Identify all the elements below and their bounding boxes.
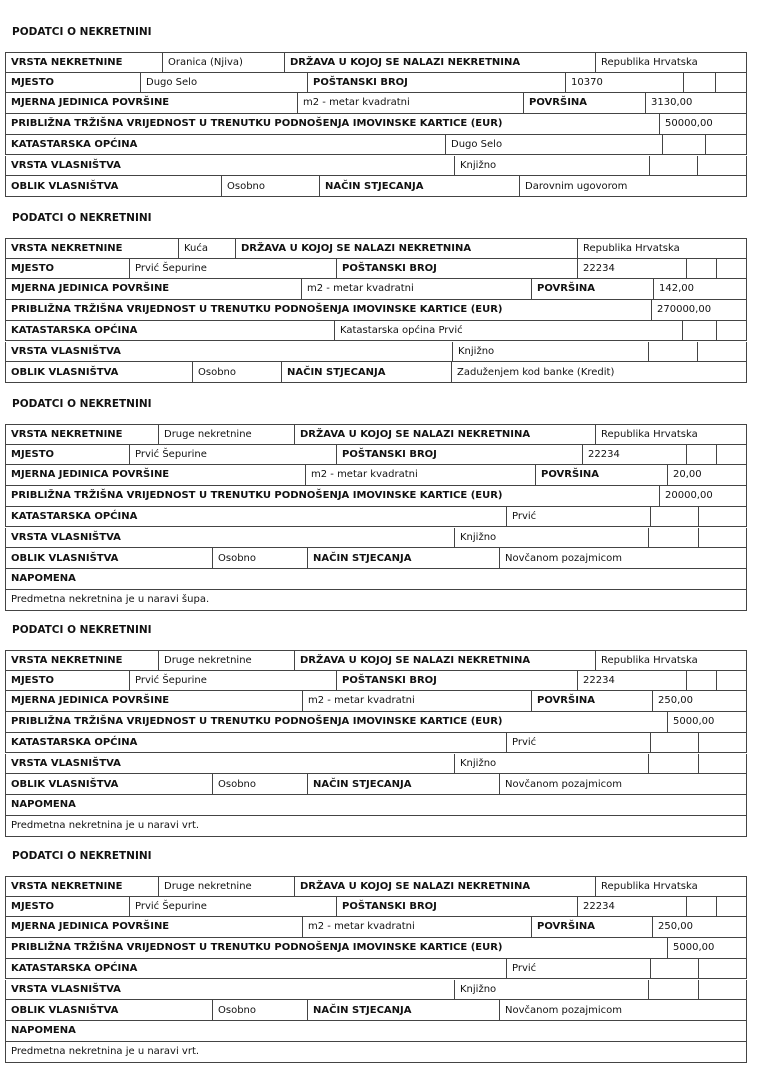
label-nacin-stjecanja: NAČIN STJECANJA bbox=[308, 1000, 500, 1020]
row-vrsta-drzava bbox=[5, 876, 747, 897]
value-napomena: Predmetna nekretnina je u naravi šupa. bbox=[11, 594, 210, 606]
value-vrsta-vlasnistva: Knjižno bbox=[453, 342, 649, 362]
label-povrsina: POVRŠINA bbox=[536, 465, 668, 485]
label-mjerna-jedinica: MJERNA JEDINICA POVRŠINE bbox=[6, 93, 298, 113]
empty-cell bbox=[649, 980, 699, 1000]
label-oblik-vlasnistva: OBLIK VLASNIŠTVA bbox=[6, 1000, 213, 1020]
value-trzisna-vrijednost: 50000,00 bbox=[665, 118, 713, 130]
row-katastarska-opcina bbox=[5, 135, 747, 156]
value-mjerna-jedinica: m2 - metar kvadratni bbox=[303, 917, 532, 937]
label-povrsina: POVRŠINA bbox=[532, 917, 653, 937]
label-trzisna-vrijednost: PRIBLIŽNA TRŽIŠNA VRIJEDNOST U TRENUTKU PODNOŠENJA IMOVINSKE KARTICE (EUR) bbox=[6, 114, 660, 134]
label-vrsta-vlasnistva: VRSTA VLASNIŠTVA bbox=[6, 528, 455, 548]
value-vrsta-vlasnistva: Knjižno bbox=[455, 528, 649, 548]
label-vrsta-nekretnine: VRSTA NEKRETNINE bbox=[6, 877, 159, 896]
row-oblik-vlasnistva bbox=[5, 176, 747, 197]
value-trzisna-vrijednost: 5000,00 bbox=[673, 942, 715, 954]
row-povrsina bbox=[5, 93, 747, 114]
label-mjesto: MJESTO bbox=[6, 258, 130, 278]
value-postanski-broj: 22234 bbox=[578, 258, 687, 278]
row-vrsta-vlasnistva bbox=[5, 980, 747, 1001]
row-povrsina bbox=[5, 279, 747, 300]
label-katastarska-opcina: KATASTARSKA OPĆINA bbox=[6, 733, 507, 753]
row-oblik-vlasnistva bbox=[5, 774, 747, 795]
label-vrsta-nekretnine: VRSTA NEKRETNINE bbox=[6, 425, 159, 444]
row-vrijednost bbox=[5, 114, 747, 135]
row-povrsina bbox=[5, 691, 747, 712]
row-vrijednost bbox=[5, 938, 747, 959]
label-drzava: DRŽAVA U KOJOJ SE NALAZI NEKRETNINA bbox=[285, 53, 596, 72]
empty-cell bbox=[717, 670, 748, 690]
value-vrsta-nekretnine: Oranica (Njiva) bbox=[163, 53, 285, 72]
empty-cell bbox=[649, 342, 698, 362]
label-vrsta-nekretnine: VRSTA NEKRETNINE bbox=[6, 239, 179, 258]
value-napomena: Predmetna nekretnina je u naravi vrt. bbox=[11, 1046, 200, 1058]
value-drzava: Republika Hrvatska bbox=[601, 880, 698, 892]
label-vrsta-nekretnine: VRSTA NEKRETNINE bbox=[6, 651, 159, 670]
value-katastarska-opcina: Prvić bbox=[507, 959, 651, 979]
empty-cell bbox=[699, 959, 748, 979]
empty-cell bbox=[651, 507, 699, 527]
row-vrsta-vlasnistva bbox=[5, 754, 747, 775]
value-nacin-stjecanja: Novčanom pozajmicom bbox=[505, 778, 623, 790]
label-trzisna-vrijednost: PRIBLIŽNA TRŽIŠNA VRIJEDNOST U TRENUTKU PODNOŠENJA IMOVINSKE KARTICE (EUR) bbox=[6, 712, 668, 732]
value-nacin-stjecanja: Zaduženjem kod banke (Kredit) bbox=[457, 366, 615, 378]
label-povrsina: POVRŠINA bbox=[532, 691, 653, 711]
value-postanski-broj: 22234 bbox=[578, 896, 687, 916]
value-vrsta-nekretnine: Kuća bbox=[179, 239, 236, 258]
empty-cell bbox=[717, 258, 748, 278]
empty-cell bbox=[650, 156, 698, 176]
label-oblik-vlasnistva: OBLIK VLASNIŠTVA bbox=[6, 362, 193, 382]
label-katastarska-opcina: KATASTARSKA OPĆINA bbox=[6, 959, 507, 979]
value-oblik-vlasnistva: Osobno bbox=[213, 774, 308, 794]
label-drzava: DRŽAVA U KOJOJ SE NALAZI NEKRETNINA bbox=[295, 877, 596, 896]
label-postanski-broj: POŠTANSKI BROJ bbox=[337, 444, 583, 464]
label-katastarska-opcina: KATASTARSKA OPĆINA bbox=[6, 135, 446, 155]
value-drzava: Republika Hrvatska bbox=[601, 56, 698, 68]
label-nacin-stjecanja: NAČIN STJECANJA bbox=[308, 548, 500, 568]
label-drzava: DRŽAVA U KOJOJ SE NALAZI NEKRETNINA bbox=[295, 651, 596, 670]
value-mjerna-jedinica: m2 - metar kvadratni bbox=[306, 465, 536, 485]
value-povrsina: 250,00 bbox=[658, 921, 693, 933]
empty-cell bbox=[687, 444, 717, 464]
value-povrsina: 3130,00 bbox=[651, 97, 693, 109]
label-nacin-stjecanja: NAČIN STJECANJA bbox=[320, 176, 520, 196]
row-napomena-label bbox=[5, 569, 747, 590]
empty-cell bbox=[699, 528, 748, 548]
row-mjesto bbox=[5, 258, 747, 279]
value-trzisna-vrijednost: 5000,00 bbox=[673, 716, 715, 728]
row-oblik-vlasnistva bbox=[5, 1000, 747, 1021]
label-trzisna-vrijednost: PRIBLIŽNA TRŽIŠNA VRIJEDNOST U TRENUTKU PODNOŠENJA IMOVINSKE KARTICE (EUR) bbox=[6, 486, 660, 506]
value-katastarska-opcina: Prvić bbox=[507, 507, 651, 527]
label-vrsta-vlasnistva: VRSTA VLASNIŠTVA bbox=[6, 980, 455, 1000]
value-vrsta-nekretnine: Druge nekretnine bbox=[159, 651, 295, 670]
value-vrsta-vlasnistva: Knjižno bbox=[455, 156, 650, 176]
label-mjerna-jedinica: MJERNA JEDINICA POVRŠINE bbox=[6, 465, 306, 485]
value-mjesto: Prvić Šepurine bbox=[130, 258, 337, 278]
section-title: PODATCI O NEKRETNINI bbox=[12, 624, 152, 636]
value-oblik-vlasnistva: Osobno bbox=[222, 176, 320, 196]
label-oblik-vlasnistva: OBLIK VLASNIŠTVA bbox=[6, 548, 213, 568]
value-nacin-stjecanja: Novčanom pozajmicom bbox=[505, 552, 623, 564]
empty-cell bbox=[717, 896, 748, 916]
label-mjerna-jedinica: MJERNA JEDINICA POVRŠINE bbox=[6, 917, 303, 937]
value-katastarska-opcina: Prvić bbox=[507, 733, 651, 753]
value-vrsta-nekretnine: Druge nekretnine bbox=[159, 425, 295, 444]
row-mjesto bbox=[5, 444, 747, 465]
label-katastarska-opcina: KATASTARSKA OPĆINA bbox=[6, 507, 507, 527]
section-title: PODATCI O NEKRETNINI bbox=[12, 26, 152, 38]
label-povrsina: POVRŠINA bbox=[524, 93, 646, 113]
value-drzava: Republika Hrvatska bbox=[601, 654, 698, 666]
empty-cell bbox=[683, 321, 717, 341]
label-drzava: DRŽAVA U KOJOJ SE NALAZI NEKRETNINA bbox=[295, 425, 596, 444]
label-postanski-broj: POŠTANSKI BROJ bbox=[337, 670, 578, 690]
row-katastarska-opcina bbox=[5, 733, 747, 754]
row-vrijednost bbox=[5, 712, 747, 733]
label-vrsta-vlasnistva: VRSTA VLASNIŠTVA bbox=[6, 156, 455, 176]
row-mjesto bbox=[5, 670, 747, 691]
row-napomena-value bbox=[5, 816, 747, 837]
label-napomena: NAPOMENA bbox=[11, 573, 76, 585]
row-vrsta-vlasnistva bbox=[5, 342, 747, 363]
empty-cell bbox=[687, 670, 717, 690]
label-mjerna-jedinica: MJERNA JEDINICA POVRŠINE bbox=[6, 691, 303, 711]
value-katastarska-opcina: Dugo Selo bbox=[446, 135, 663, 155]
label-nacin-stjecanja: NAČIN STJECANJA bbox=[282, 362, 452, 382]
value-napomena: Predmetna nekretnina je u naravi vrt. bbox=[11, 820, 200, 832]
row-vrijednost bbox=[5, 300, 747, 321]
section-title: PODATCI O NEKRETNINI bbox=[12, 398, 152, 410]
empty-cell bbox=[717, 444, 748, 464]
empty-cell bbox=[699, 733, 748, 753]
value-trzisna-vrijednost: 20000,00 bbox=[665, 490, 713, 502]
row-oblik-vlasnistva bbox=[5, 548, 747, 569]
value-vrsta-vlasnistva: Knjižno bbox=[455, 754, 649, 774]
empty-cell bbox=[649, 528, 699, 548]
value-mjesto: Prvić Šepurine bbox=[130, 670, 337, 690]
empty-cell bbox=[717, 321, 748, 341]
section-title: PODATCI O NEKRETNINI bbox=[12, 212, 152, 224]
empty-cell bbox=[706, 135, 748, 155]
label-trzisna-vrijednost: PRIBLIŽNA TRŽIŠNA VRIJEDNOST U TRENUTKU PODNOŠENJA IMOVINSKE KARTICE (EUR) bbox=[6, 300, 652, 320]
row-vrijednost bbox=[5, 486, 747, 507]
row-vrsta-drzava bbox=[5, 238, 747, 259]
row-napomena-label bbox=[5, 795, 747, 816]
empty-cell bbox=[716, 72, 748, 92]
label-oblik-vlasnistva: OBLIK VLASNIŠTVA bbox=[6, 176, 222, 196]
label-katastarska-opcina: KATASTARSKA OPĆINA bbox=[6, 321, 335, 341]
empty-cell bbox=[699, 980, 748, 1000]
value-mjerna-jedinica: m2 - metar kvadratni bbox=[298, 93, 524, 113]
empty-cell bbox=[663, 135, 706, 155]
value-mjesto: Dugo Selo bbox=[141, 72, 308, 92]
empty-cell bbox=[698, 342, 748, 362]
empty-cell bbox=[699, 507, 748, 527]
value-katastarska-opcina: Katastarska općina Prvić bbox=[335, 321, 683, 341]
row-katastarska-opcina bbox=[5, 959, 747, 980]
label-nacin-stjecanja: NAČIN STJECANJA bbox=[308, 774, 500, 794]
empty-cell bbox=[699, 754, 748, 774]
label-vrsta-vlasnistva: VRSTA VLASNIŠTVA bbox=[6, 342, 453, 362]
value-mjerna-jedinica: m2 - metar kvadratni bbox=[302, 279, 532, 299]
value-postanski-broj: 22234 bbox=[583, 444, 687, 464]
row-povrsina bbox=[5, 917, 747, 938]
empty-cell bbox=[687, 258, 717, 278]
label-mjesto: MJESTO bbox=[6, 444, 130, 464]
label-mjesto: MJESTO bbox=[6, 670, 130, 690]
label-napomena: NAPOMENA bbox=[11, 799, 76, 811]
empty-cell bbox=[651, 959, 699, 979]
value-oblik-vlasnistva: Osobno bbox=[213, 548, 308, 568]
row-vrsta-vlasnistva bbox=[5, 528, 747, 549]
label-vrsta-vlasnistva: VRSTA VLASNIŠTVA bbox=[6, 754, 455, 774]
row-mjesto bbox=[5, 72, 747, 93]
value-postanski-broj: 22234 bbox=[578, 670, 687, 690]
empty-cell bbox=[649, 754, 699, 774]
value-nacin-stjecanja: Novčanom pozajmicom bbox=[505, 1004, 623, 1016]
row-mjesto bbox=[5, 896, 747, 917]
label-mjerna-jedinica: MJERNA JEDINICA POVRŠINE bbox=[6, 279, 302, 299]
value-povrsina: 142,00 bbox=[659, 283, 694, 295]
value-drzava: Republika Hrvatska bbox=[583, 242, 680, 254]
label-mjesto: MJESTO bbox=[6, 896, 130, 916]
empty-cell bbox=[651, 733, 699, 753]
row-vrsta-drzava bbox=[5, 650, 747, 671]
row-oblik-vlasnistva bbox=[5, 362, 747, 383]
empty-cell bbox=[687, 896, 717, 916]
row-napomena-value bbox=[5, 1042, 747, 1063]
label-drzava: DRŽAVA U KOJOJ SE NALAZI NEKRETNINA bbox=[236, 239, 578, 258]
value-drzava: Republika Hrvatska bbox=[601, 428, 698, 440]
row-napomena-label bbox=[5, 1021, 747, 1042]
value-povrsina: 20,00 bbox=[673, 469, 702, 481]
label-postanski-broj: POŠTANSKI BROJ bbox=[337, 258, 578, 278]
label-napomena: NAPOMENA bbox=[11, 1025, 76, 1037]
value-postanski-broj: 10370 bbox=[566, 72, 684, 92]
row-katastarska-opcina bbox=[5, 321, 747, 342]
value-mjerna-jedinica: m2 - metar kvadratni bbox=[303, 691, 532, 711]
label-trzisna-vrijednost: PRIBLIŽNA TRŽIŠNA VRIJEDNOST U TRENUTKU PODNOŠENJA IMOVINSKE KARTICE (EUR) bbox=[6, 938, 668, 958]
row-vrsta-drzava bbox=[5, 424, 747, 445]
section-title: PODATCI O NEKRETNINI bbox=[12, 850, 152, 862]
label-postanski-broj: POŠTANSKI BROJ bbox=[308, 72, 566, 92]
row-vrsta-vlasnistva bbox=[5, 156, 747, 177]
row-vrsta-drzava bbox=[5, 52, 747, 73]
value-oblik-vlasnistva: Osobno bbox=[193, 362, 282, 382]
value-trzisna-vrijednost: 270000,00 bbox=[657, 304, 712, 316]
label-povrsina: POVRŠINA bbox=[532, 279, 654, 299]
value-mjesto: Prvić Šepurine bbox=[130, 444, 337, 464]
label-vrsta-nekretnine: VRSTA NEKRETNINE bbox=[6, 53, 163, 72]
empty-cell bbox=[684, 72, 716, 92]
label-mjesto: MJESTO bbox=[6, 72, 141, 92]
empty-cell bbox=[698, 156, 748, 176]
label-oblik-vlasnistva: OBLIK VLASNIŠTVA bbox=[6, 774, 213, 794]
value-povrsina: 250,00 bbox=[658, 695, 693, 707]
value-nacin-stjecanja: Darovnim ugovorom bbox=[525, 180, 628, 192]
value-vrsta-vlasnistva: Knjižno bbox=[455, 980, 649, 1000]
row-napomena-value bbox=[5, 590, 747, 611]
label-postanski-broj: POŠTANSKI BROJ bbox=[337, 896, 578, 916]
value-vrsta-nekretnine: Druge nekretnine bbox=[159, 877, 295, 896]
value-mjesto: Prvić Šepurine bbox=[130, 896, 337, 916]
row-katastarska-opcina bbox=[5, 507, 747, 528]
value-oblik-vlasnistva: Osobno bbox=[213, 1000, 308, 1020]
row-povrsina bbox=[5, 465, 747, 486]
